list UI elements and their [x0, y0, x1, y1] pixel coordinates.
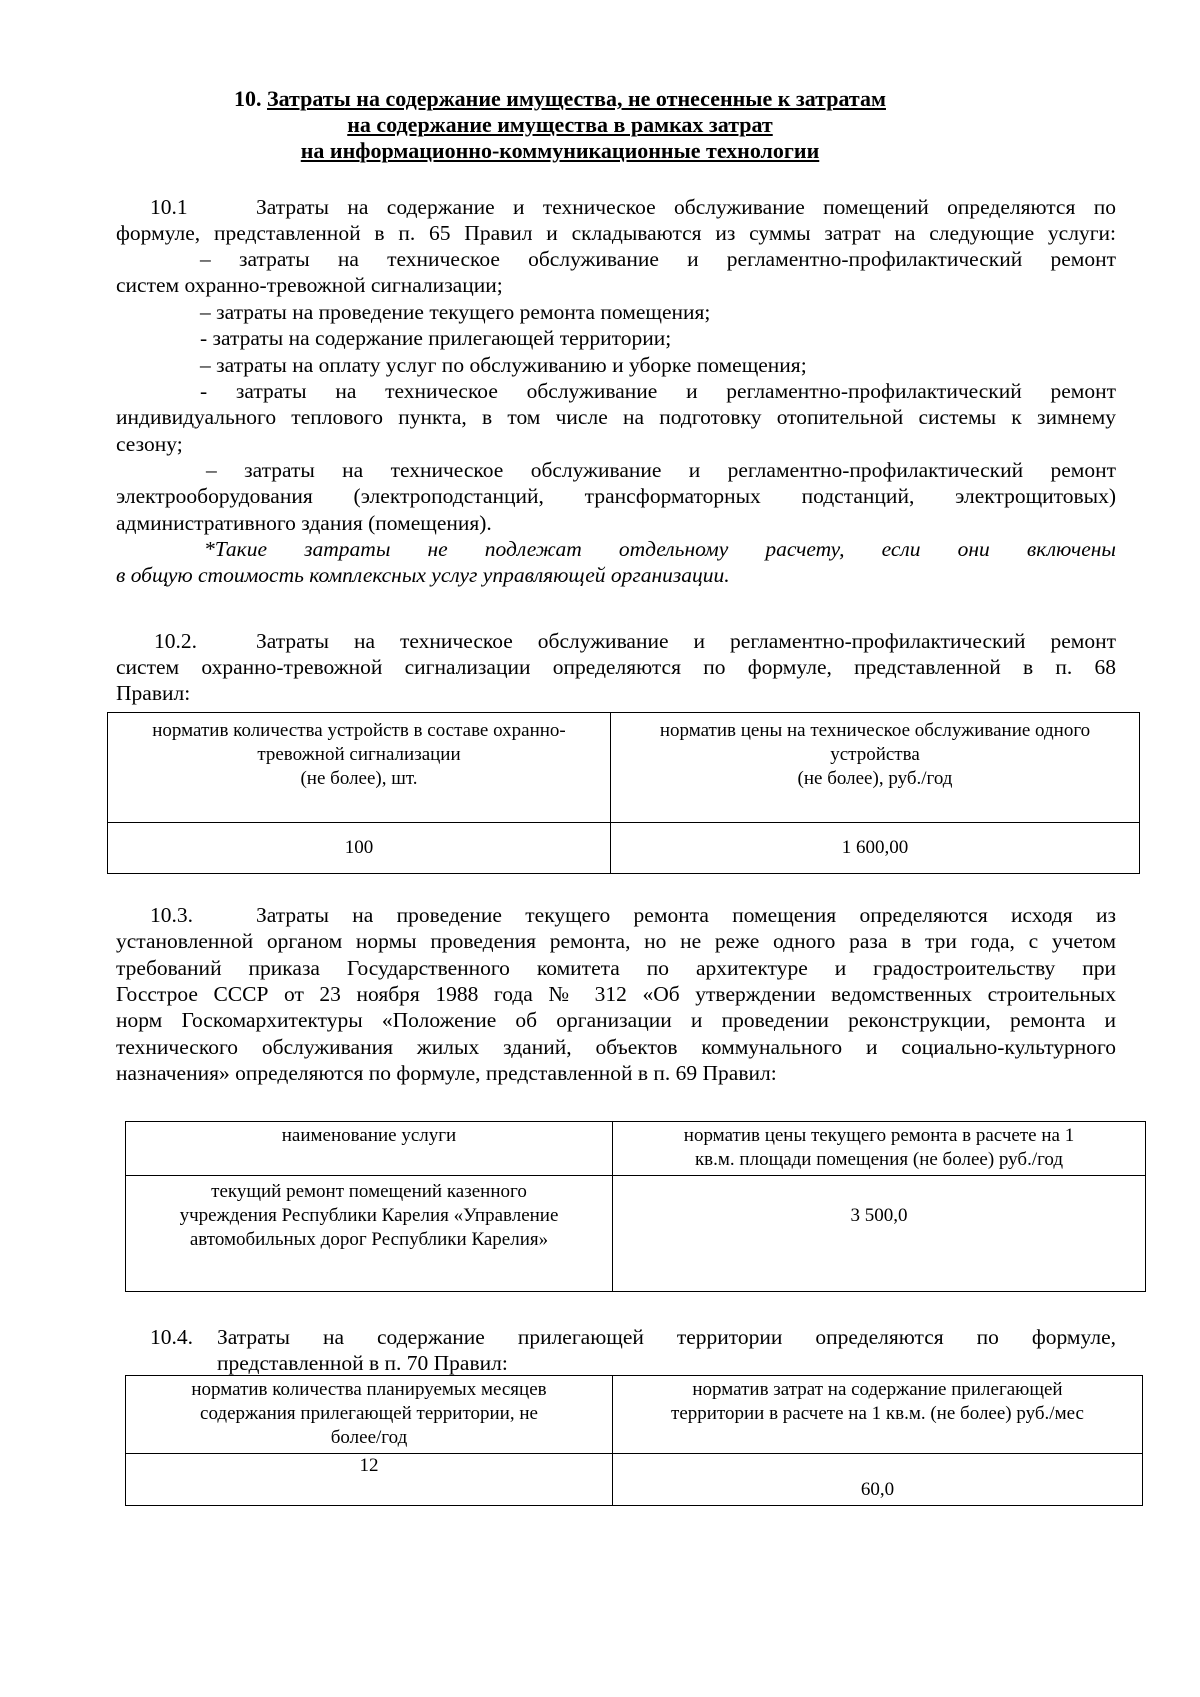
title-text-1: Затраты на содержание имущества, не отнесенные к затратам	[267, 86, 886, 111]
table-row	[108, 823, 1140, 874]
note-line-2: в общую стоимость комплексных услуг управляющей организации.	[116, 563, 730, 587]
title-line-3: на информационно-коммуникационные технологии	[300, 138, 820, 163]
table-row	[126, 1454, 1143, 1506]
table-cell: 100	[108, 823, 611, 874]
table-row	[126, 1176, 1146, 1292]
item-6-line-2: электрооборудования (электроподстанций, трансформаторных подстанций, электрощитовых)	[116, 484, 1116, 508]
header-cell	[126, 1376, 613, 1454]
item-1-line-2: систем охранно-тревожной сигнализации;	[116, 273, 503, 297]
table-cell: 12	[126, 1454, 613, 1506]
p10-2-number: 10.2.	[154, 629, 197, 653]
p10-3-line-4: Госстрое СССР от 23 ноября 1988 года № 312 «Об утверждении ведомственных строительных	[116, 982, 1116, 1006]
header-text: норматив количества планируемых месяцев	[191, 1379, 547, 1400]
cell-text: учреждения Республики Карелия «Управление	[179, 1205, 559, 1226]
p10-3-text-1: Затраты на проведение текущего ремонта помещения определяются исходя из	[256, 903, 1116, 927]
header-text: кв.м. площади помещения (не более) руб./год	[694, 1149, 1064, 1170]
p10-3-line-3: требований приказа Государственного комитета по архитектуре и градостроительству при	[116, 956, 1116, 980]
header-cell	[108, 713, 611, 823]
header-text: норматив цены на техническое обслуживание одного	[659, 720, 1091, 741]
p10-1-line-1	[116, 194, 1116, 221]
p10-2-line-2: систем охранно-тревожной сигнализации определяются по формуле, представленной в п. 68	[116, 655, 1116, 679]
header-cell: наименование услуги	[126, 1122, 613, 1176]
p10-3-line-2: установленной органом нормы проведения ремонта, но не реже одного раза в три года, с учетом	[116, 929, 1116, 953]
p10-4-text-1: Затраты на содержание прилегающей территории определяются по формуле,	[217, 1325, 1116, 1349]
header-text: устройства	[830, 744, 920, 765]
cell-text: автомобильных дорог Республики Карелия»	[189, 1229, 549, 1250]
cell-text: текущий ремонт помещений казенного	[211, 1181, 527, 1202]
item-5-line-3: сезону;	[116, 432, 183, 456]
header-text: территории в расчете на 1 кв.м. (не более) руб./мес	[671, 1403, 1084, 1424]
header-cell	[613, 1376, 1143, 1454]
p10-4-number: 10.4.	[150, 1325, 193, 1349]
table-cell	[126, 1176, 613, 1292]
p10-3-line-1	[116, 902, 1116, 929]
p10-3-line-7: назначения» определяются по формуле, представленной в п. 69 Правил:	[116, 1061, 777, 1085]
header-text: тревожной сигнализации	[257, 744, 461, 765]
header-text: норматив затрат на содержание прилегающей	[692, 1379, 1063, 1400]
item-1-line-1: – затраты на техническое обслуживание и регламентно-профилактический ремонт	[200, 247, 1116, 271]
title-number: 10.	[234, 86, 262, 111]
p10-2-line-3: Правил:	[116, 681, 191, 705]
table-cell: 3 500,0	[613, 1176, 1146, 1292]
p10-3-number: 10.3.	[150, 903, 193, 927]
p10-2-text-1: Затраты на техническое обслуживание и регламентно-профилактический ремонт	[256, 629, 1116, 653]
header-text: (не более), шт.	[300, 768, 418, 789]
p10-3-line-5: норм Госкомархитектуры «Положение об организации и проведении реконструкции, ремонта и	[116, 1008, 1116, 1032]
p10-3-line-6: технического обслуживания жилых зданий, объектов коммунального и социально-культурного	[116, 1035, 1116, 1059]
item-5-line-1: - затраты на техническое обслуживание и регламентно-профилактический ремонт	[200, 379, 1116, 403]
header-cell	[611, 713, 1140, 823]
table-cell: 1 600,00	[611, 823, 1140, 874]
section-title	[200, 86, 920, 164]
p10-4-line-2: представленной в п. 70 Правил:	[217, 1351, 508, 1375]
table-cell: 60,0	[613, 1454, 1143, 1506]
item-4: – затраты на оплату услуг по обслуживанию и уборке помещения;	[200, 353, 807, 377]
note-line-1: *Такие затраты не подлежат отдельному расчету, если они включены	[204, 537, 1116, 561]
table-header-row	[108, 713, 1140, 823]
p10-1-line-2: формуле, представленной в п. 65 Правил и складываются из суммы затрат на следующие услуги:	[116, 221, 1116, 245]
table-header-row	[126, 1122, 1146, 1176]
p10-1-intro-1: Затраты на содержание и техническое обслуживание помещений определяются по	[256, 195, 1116, 219]
title-line-1	[200, 86, 920, 112]
p10-2-line-1	[116, 628, 1116, 655]
header-text: норматив количества устройств в составе охранно-	[152, 720, 566, 741]
p10-1-number: 10.1	[150, 195, 188, 219]
header-text: более/год	[330, 1427, 408, 1448]
item-6-line-3: административного здания (помещения).	[116, 511, 492, 535]
table-alarm-systems	[107, 712, 1140, 874]
item-6-line-1: – затраты на техническое обслуживание и регламентно-профилактический ремонт	[206, 458, 1116, 482]
header-text: (не более), руб./год	[797, 768, 953, 789]
title-line-2: на содержание имущества в рамках затрат	[347, 112, 773, 137]
header-cell	[613, 1122, 1146, 1176]
table-repair	[125, 1121, 1146, 1292]
p10-4-line-1	[116, 1324, 1116, 1351]
item-5-line-2: индивидуального теплового пункта, в том числе на подготовку отопительной системы к зимнему	[116, 405, 1116, 429]
item-2: – затраты на проведение текущего ремонта помещения;	[200, 300, 711, 324]
header-text: содержания прилегающей территории, не	[200, 1403, 538, 1424]
table-territory	[125, 1375, 1143, 1506]
header-text: норматив цены текущего ремонта в расчете на 1	[683, 1125, 1075, 1146]
table-header-row	[126, 1376, 1143, 1454]
item-3: - затраты на содержание прилегающей территории;	[200, 326, 672, 350]
